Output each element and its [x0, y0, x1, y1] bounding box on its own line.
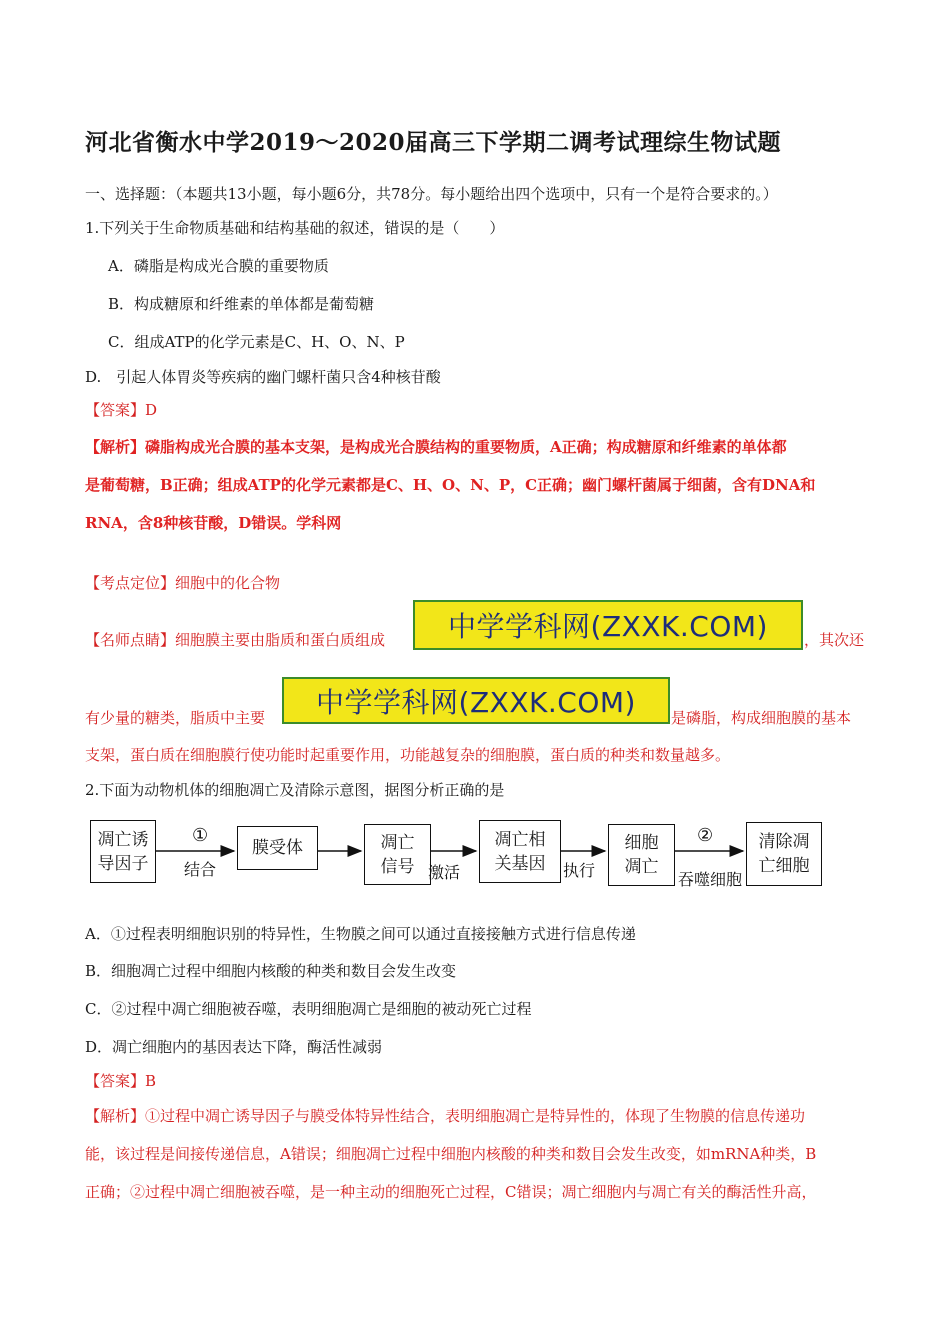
- q1-point-tag: 【考点定位】: [85, 574, 176, 592]
- q1-analysis-line-3: RNA，含8种核苷酸，D错误。学科网: [85, 514, 342, 532]
- section-heading: 一、选择题：（本题共13小题，每小题6分，共78分。每小题给出四个选项中，只有一个是符合要求的。）: [85, 185, 778, 203]
- q2-answer-tag: 【答案】: [85, 1072, 146, 1090]
- flow-box-apoptosis-line-1: 细胞: [624, 833, 659, 853]
- q2-stem: 2.下面为动物机体的细胞凋亡及清除示意图，据图分析正确的是: [85, 781, 505, 799]
- flow-box-receptor-text: 膜受体: [252, 838, 303, 858]
- q2-option-a: A．①过程表明细胞识别的特异性，生物膜之间可以通过直接接触方式进行信息传递: [85, 925, 636, 943]
- q2-answer-value: B: [145, 1072, 157, 1090]
- q1-answer-tag: 【答案】: [85, 401, 146, 419]
- flow-box-inducer-line-1: 凋亡诱: [97, 829, 149, 850]
- flow-box-clearance-line-2: 亡细胞: [758, 856, 810, 876]
- page-title: 河北省衡水中学2019～2020届高三下学期二调考试理综生物试题: [85, 129, 782, 156]
- q2-option-c: C．②过程中凋亡细胞被吞噬，表明细胞凋亡是细胞的被动死亡过程: [85, 1000, 532, 1018]
- q1-analysis-text-1: 磷脂构成光合膜的基本支架，是构成光合膜结构的重要物质，A正确；构成糖原和纤维素的单体都: [145, 438, 787, 456]
- flow-label-step-1: ①: [192, 825, 209, 846]
- q2-analysis-text-1: ①过程中凋亡诱导因子与膜受体特异性结合，表明细胞凋亡是特异性的，体现了生物膜的信息传递功: [145, 1107, 806, 1125]
- q2-answer: [85, 1070, 156, 1091]
- q1-option-a: A．磷脂是构成光合膜的重要物质: [108, 257, 329, 275]
- q1-analysis-line-2: 是葡萄糖，B正确；组成ATP的化学元素都是C、H、O、N、P，C正确；幽门螺杆菌属于细菌，含有DNA和: [85, 476, 816, 494]
- flow-box-signal-line-2: 信号: [380, 856, 415, 877]
- flow-box-genes: [479, 820, 561, 883]
- q1-tip-text-2: ，其次还: [804, 631, 865, 649]
- q1-tip-tag: 【名师点睛】: [85, 631, 176, 649]
- q2-option-b: B．细胞凋亡过程中细胞内核酸的种类和数目会发生改变: [85, 962, 457, 980]
- q2-analysis-tag: 【解析】: [85, 1107, 146, 1125]
- flow-label-activate: 激活: [428, 863, 461, 882]
- flow-box-apoptosis: [608, 824, 675, 886]
- flow-box-clearance: [746, 822, 822, 886]
- flow-box-signal: [364, 824, 431, 885]
- q2-analysis-line-2: 能，该过程是间接传递信息，A错误；细胞凋亡过程中细胞内核酸的种类和数目会发生改变，如mRNA种类，B: [85, 1145, 817, 1163]
- q1-tip-text-4: 是磷脂，构成细胞膜的基本: [671, 709, 852, 727]
- q1-analysis-tag: 【解析】: [85, 438, 146, 456]
- q1-answer-value: D: [145, 401, 158, 419]
- flow-box-inducer: [90, 820, 156, 883]
- flow-box-clearance-line-1: 清除凋: [758, 832, 810, 852]
- q1-option-c: C．组成ATP的化学元素是C、H、O、N、P: [108, 333, 405, 351]
- flow-box-signal-line-1: 凋亡: [380, 832, 415, 853]
- q1-option-b: B．构成糖原和纤维素的单体都是葡萄糖: [108, 295, 375, 313]
- flow-label-phagocyte: 吞噬细胞: [678, 870, 743, 889]
- q2-analysis-line-3: 正确；②过程中凋亡细胞被吞噬，是一种主动的细胞死亡过程，C错误；凋亡细胞内与凋亡有关的酶活性升高，: [85, 1183, 817, 1201]
- q1-tip-text-3: 有少量的糖类，脂质中主要: [85, 709, 266, 727]
- watermark-text-2: 中学学科网(ZXXK.COM): [316, 685, 636, 719]
- q1-point-text: 细胞中的化合物: [175, 574, 281, 592]
- flow-label-execute: 执行: [563, 861, 596, 880]
- q1-tip-text-1: 细胞膜主要由脂质和蛋白质组成: [175, 631, 386, 649]
- flow-box-genes-line-2: 关基因: [494, 853, 546, 874]
- watermark-text-1: 中学学科网(ZXXK.COM): [448, 610, 768, 643]
- flow-label-step-2: ②: [697, 825, 714, 846]
- flow-box-genes-line-1: 凋亡相: [494, 829, 546, 850]
- flow-box-inducer-line-2: 导因子: [97, 853, 149, 874]
- flow-box-apoptosis-line-2: 凋亡: [624, 857, 659, 877]
- flow-box-receptor: [237, 826, 318, 870]
- q1-tip-text-5: 支架，蛋白质在细胞膜行使功能时起重要作用，功能越复杂的细胞膜，蛋白质的种类和数量越多。: [85, 746, 731, 764]
- q1-option-d: D. 引起人体胃炎等疾病的幽门螺杆菌只含4种核苷酸: [85, 368, 441, 386]
- q2-analysis-line-1: [85, 1105, 805, 1126]
- q2-option-d: D．凋亡细胞内的基因表达下降，酶活性减弱: [85, 1038, 383, 1056]
- q1-stem: 1.下列关于生命物质基础和结构基础的叙述，错误的是（ ）: [85, 219, 505, 237]
- flow-label-bind: 结合: [184, 860, 217, 879]
